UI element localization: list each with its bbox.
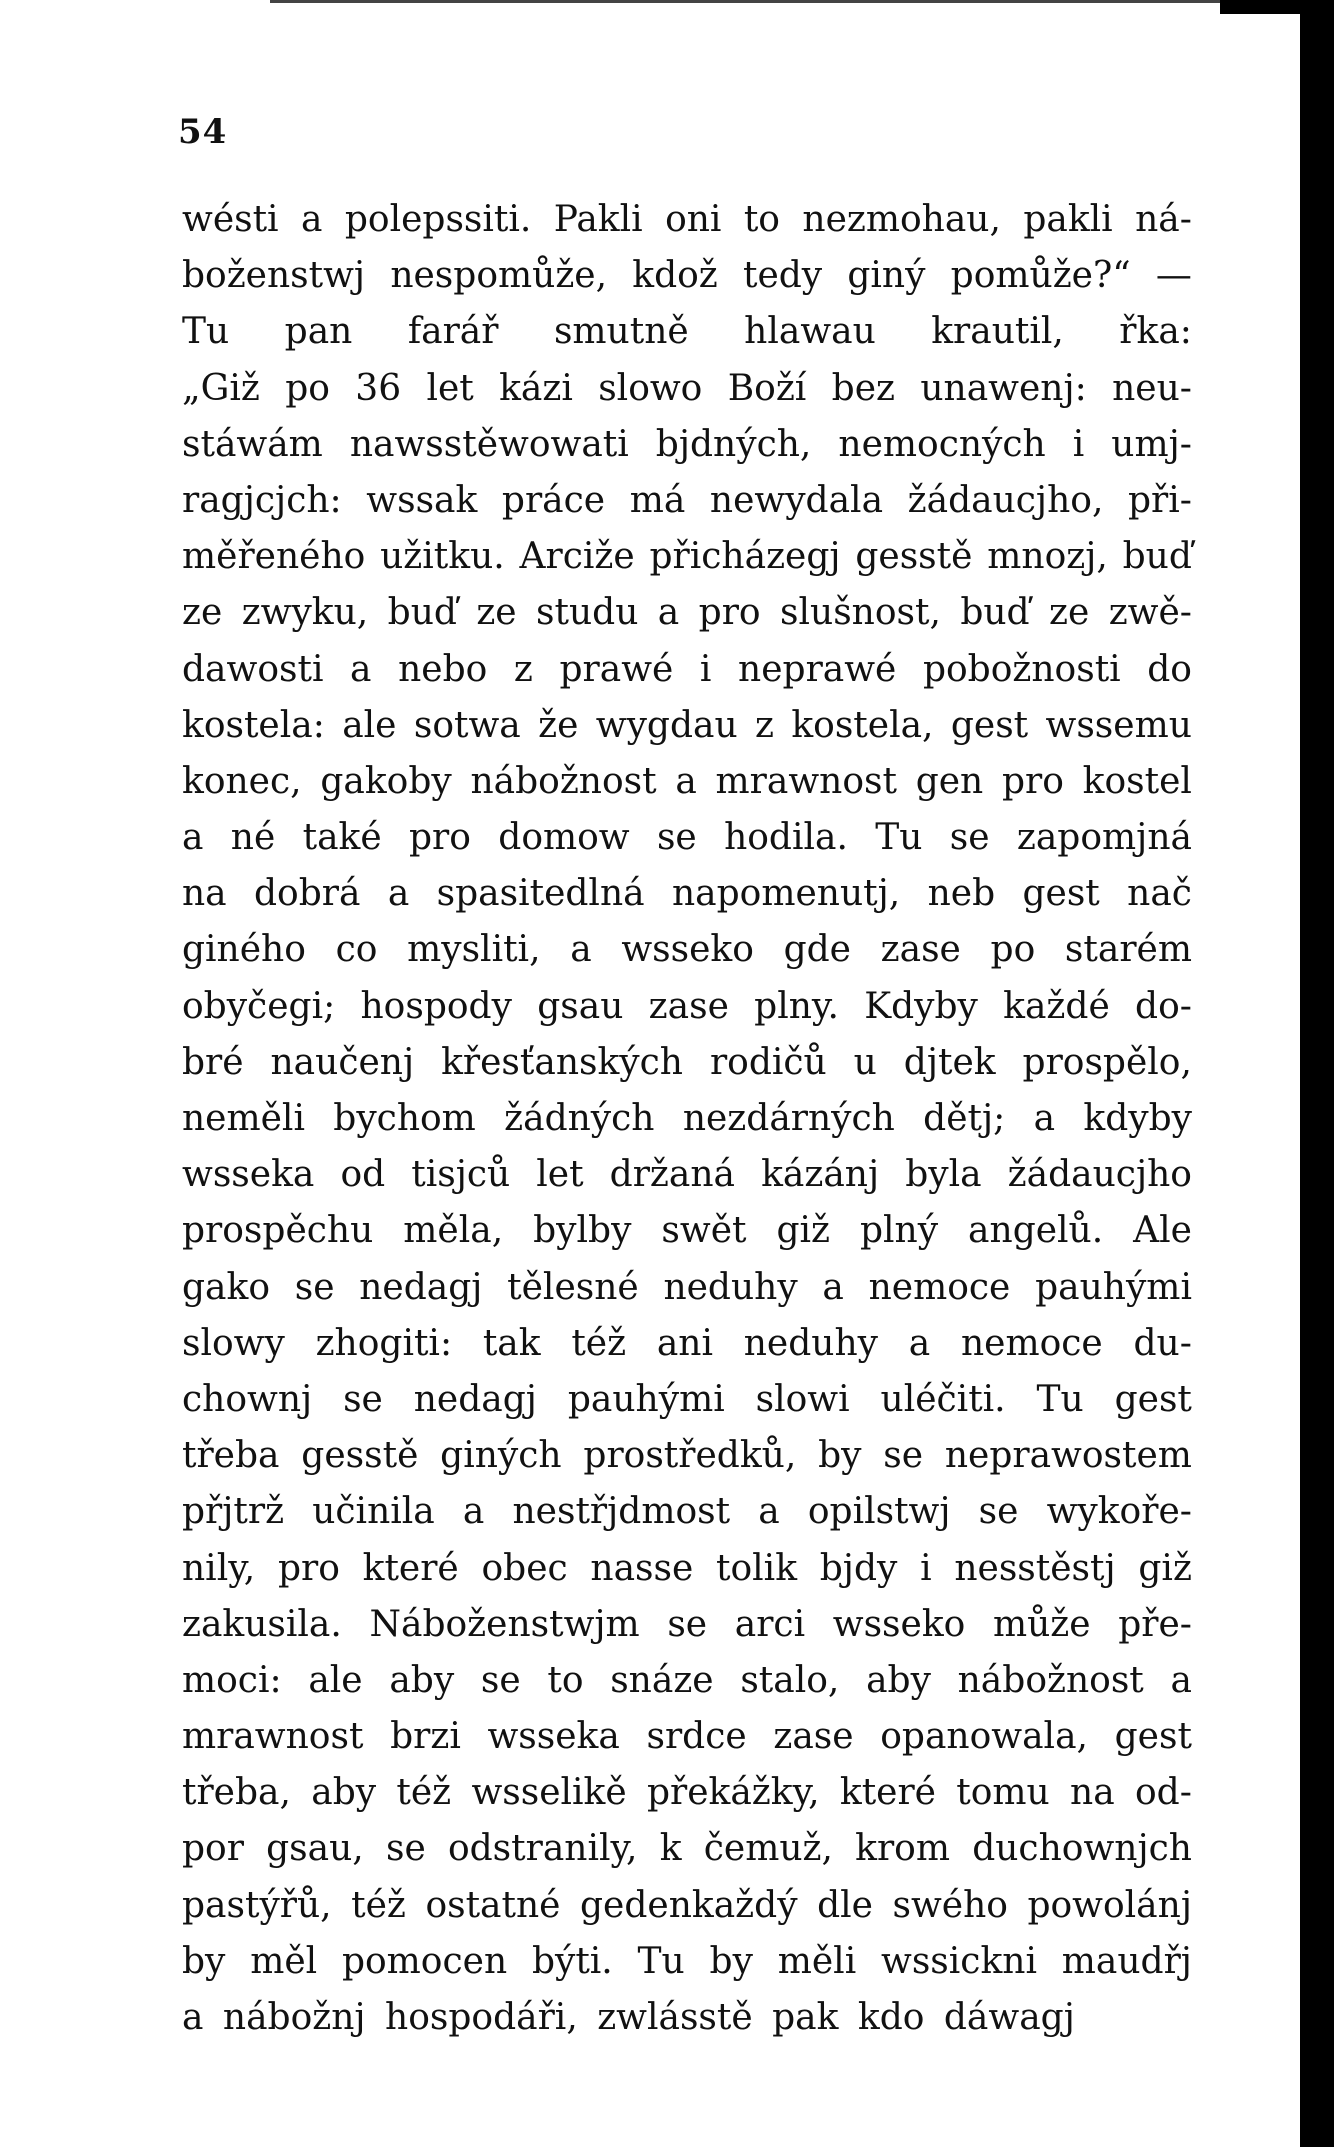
text-line: ze zwyku, buď ze studu a pro slušnost, buď ze zwě- bbox=[182, 592, 1192, 634]
text-line: měřeného užitku. Arciže přicházegj gesstě mnozj, buď bbox=[182, 536, 1192, 578]
text-line: chownj se nedagj pauhými slowi uléčiti. Tu gest bbox=[182, 1378, 1192, 1420]
text-line: dawosti a nebo z prawé i neprawé pobožnosti do bbox=[182, 648, 1192, 690]
text-line: por gsau, se odstranily, k čemuž, krom duchownjch bbox=[182, 1828, 1192, 1870]
text-line: třeba gesstě giných prostředků, by se neprawostem bbox=[182, 1435, 1192, 1477]
text-line: wésti a polepssiti. Pakli oni to nezmohau, pakli ná- bbox=[182, 199, 1192, 240]
text-line: neměli bychom žádných nezdárných dětj; a kdyby bbox=[182, 1098, 1192, 1139]
text-line: prospěchu měla, bylby swět giž plný angelů. Ale bbox=[182, 1210, 1192, 1252]
text-line: giného co mysliti, a wsseko gde zase po starém bbox=[182, 929, 1192, 971]
text-line: obyčegi; hospody gsau zase plny. Kdyby každé do- bbox=[182, 985, 1192, 1027]
text-line: wsseka od tisjců let držaná kázánj byla žádaucjho bbox=[182, 1154, 1192, 1196]
text-line: Tu pan farář smutně hlawau krautil, řka: bbox=[182, 311, 1192, 353]
text-line: stáwám nawsstěwowati bjdných, nemocných i umj- bbox=[182, 423, 1192, 465]
text-line: třeba, aby též wsselikě překážky, které tomu na od- bbox=[182, 1772, 1192, 1814]
text-line: slowy zhogiti: tak též ani neduhy a nemoce du- bbox=[182, 1322, 1192, 1364]
text-line: ragjcjch: wssak práce má newydala žádaucjho, při- bbox=[182, 479, 1192, 521]
text-line: pastýřů, též ostatné gedenkaždý dle swého powolánj bbox=[182, 1884, 1192, 1926]
text-line: gako se nedagj tělesné neduhy a nemoce pauhými bbox=[182, 1266, 1192, 1308]
text-line: a nábožnj hospodáři, zwlásstě pak kdo dáwagj bbox=[182, 1997, 1075, 2038]
text-line: moci: ale aby se to snáze stalo, aby nábožnost a bbox=[182, 1659, 1192, 1701]
page-number: 54 bbox=[178, 112, 228, 152]
text-line: by měl pomocen býti. Tu by měli wssickni maudřj bbox=[182, 1940, 1192, 1982]
text-line: konec, gakoby nábožnost a mrawnost gen pro kostel bbox=[182, 760, 1192, 802]
text-line: boženstwj nespomůže, kdož tedy giný pomůže?“ — bbox=[182, 255, 1192, 297]
text-line: nily, pro které obec nasse tolik bjdy i nesstěstj giž bbox=[182, 1547, 1192, 1589]
text-line: mrawnost brzi wsseka srdce zase opanowala, gest bbox=[182, 1716, 1192, 1758]
text-line: bré naučenj křesťanských rodičů u djtek prospělo, bbox=[182, 1041, 1192, 1083]
text-line: kostela: ale sotwa že wygdau z kostela, gest wssemu bbox=[182, 704, 1192, 746]
text-line: na dobrá a spasitedlná napomenutj, neb gest nač bbox=[182, 873, 1192, 915]
text-line: a né také pro domow se hodila. Tu se zapomjná bbox=[182, 817, 1192, 859]
scan-edge-right bbox=[1300, 0, 1334, 2147]
text-line: „Giž po 36 let kázi slowo Boží bez unawenj: neu- bbox=[182, 367, 1192, 409]
text-line: zakusila. Náboženstwjm se arci wsseko může pře- bbox=[182, 1603, 1192, 1645]
body-text bbox=[182, 192, 1192, 2046]
scan-edge-top bbox=[270, 0, 1220, 3]
text-line: přjtrž učinila a nestřjdmost a opilstwj se wykoře- bbox=[182, 1491, 1192, 1533]
